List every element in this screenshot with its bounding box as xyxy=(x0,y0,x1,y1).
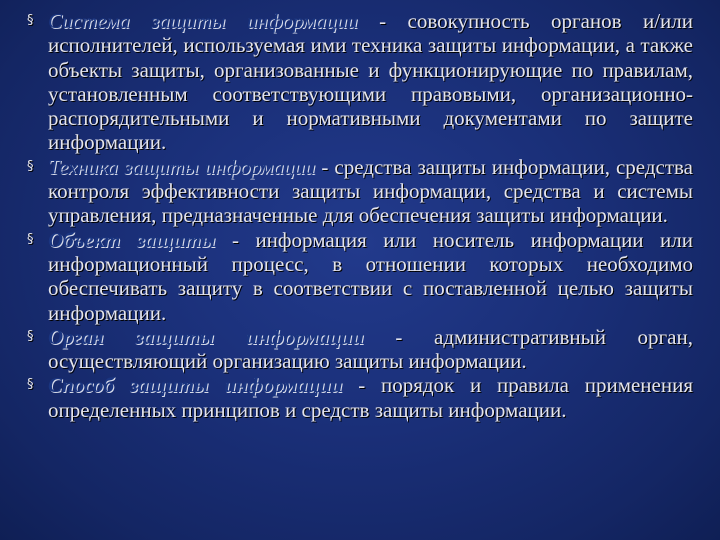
definition-text: информация или носитель информации или информационный процесс, в отношении которых необходимо обеспечивать защиту в соответствии с поставленной целью защиты информации. xyxy=(48,227,693,325)
term-separator: - xyxy=(363,324,434,349)
definition-text: административный орган, осуществляющий организацию защиты информации. xyxy=(48,324,693,374)
bullet-icon: § xyxy=(27,231,34,247)
term-separator: - xyxy=(215,227,256,252)
bullet-icon: § xyxy=(27,158,34,174)
definition-term: Способ защиты информации xyxy=(48,373,343,398)
term-separator: - xyxy=(357,9,408,33)
definition-item xyxy=(27,228,693,325)
bullet-icon: § xyxy=(27,328,34,344)
definition-item xyxy=(27,9,693,155)
definition-item xyxy=(27,325,693,374)
definition-term: Объект защиты xyxy=(48,227,216,252)
definition-text: порядок и правила применения определенных принципов и средств защиты информации. xyxy=(48,373,693,422)
definitions-list xyxy=(27,9,693,422)
definition-item xyxy=(27,155,693,228)
bullet-icon: § xyxy=(27,13,34,28)
definition-item xyxy=(27,373,693,422)
bullet-icon: § xyxy=(27,377,34,393)
definition-text: средства защиты информации, средства контроля эффективности защиты информации, средства и системы управления, предназначенные для обеспечения защиты информации. xyxy=(48,154,693,228)
term-separator: - xyxy=(315,154,335,179)
definition-text: совокупность органов и/или исполнителей, используемая ими техника защиты информации, а также объекты защиты, организованные и функционирующие по правилам, установленным соответствующими правовыми, организационно-распорядительными и нормативными документами по защите информации. xyxy=(48,9,693,155)
definition-term: Система защиты информации xyxy=(48,9,358,33)
definition-term: Техника защиты информации xyxy=(48,154,316,179)
definition-term: Орган защиты информации xyxy=(48,324,364,349)
term-separator: - xyxy=(342,373,381,398)
